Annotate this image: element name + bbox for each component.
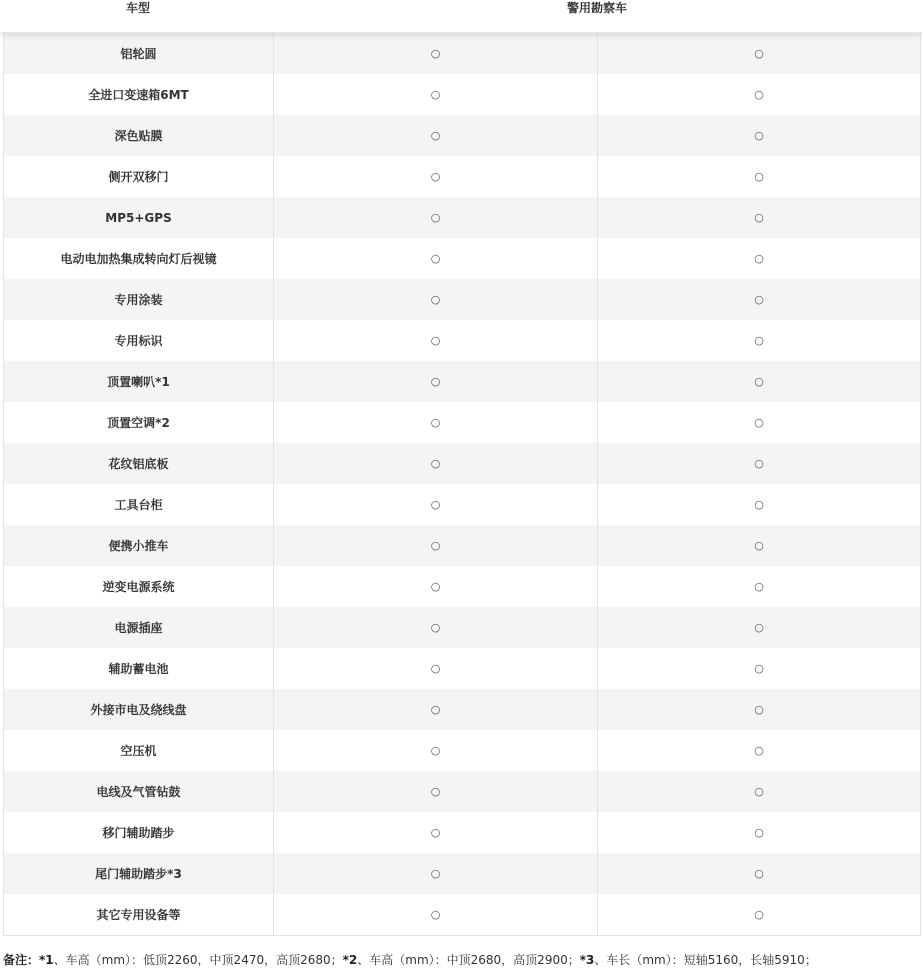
optional-marker: ○: [754, 211, 764, 224]
table-row: [4, 238, 920, 279]
table-row: [4, 648, 920, 689]
optional-marker: ○: [754, 457, 764, 470]
table-row: [4, 361, 920, 402]
spec-table: [3, 33, 921, 936]
header-vehicle-label: 警用勘察车: [566, 1, 627, 15]
optional-marker: ○: [274, 115, 598, 156]
feature-name: 电源插座: [4, 607, 274, 648]
optional-marker: ○: [754, 662, 764, 675]
table-row: [4, 525, 920, 566]
table-row: [4, 402, 920, 443]
optional-marker: ○: [274, 689, 598, 730]
feature-name: 其它专用设备等: [4, 894, 274, 935]
footnote-mark-3: *3: [579, 953, 595, 967]
optional-marker: ○: [274, 443, 598, 484]
feature-name: 外接市电及绕线盘: [4, 689, 274, 730]
table-row: [4, 894, 920, 935]
optional-marker: ○: [754, 703, 764, 716]
feature-name: 铝轮圆: [4, 33, 274, 74]
optional-marker: ○: [754, 539, 764, 552]
optional-marker: ○: [274, 853, 598, 894]
table-row: [4, 320, 920, 361]
table-row: [4, 74, 920, 115]
optional-marker: ○: [274, 279, 598, 320]
table-row: [4, 156, 920, 197]
footnote-label: 备注：: [3, 953, 40, 967]
feature-name: 辅助蓄电池: [4, 648, 274, 689]
optional-marker: ○: [274, 33, 598, 74]
feature-name: 空压机: [4, 730, 274, 771]
optional-marker: ○: [274, 730, 598, 771]
feature-name: MP5+GPS: [4, 197, 274, 238]
optional-marker: ○: [274, 361, 598, 402]
optional-marker: ○: [274, 74, 598, 115]
table-row: [4, 771, 920, 812]
footnote: [3, 952, 921, 968]
optional-marker: ○: [754, 580, 764, 593]
optional-marker: ○: [274, 607, 598, 648]
feature-name: 尾门辅助踏步*3: [4, 853, 274, 894]
optional-marker: ○: [274, 771, 598, 812]
footnote-text-2: 、车高（mm）：中顶2680，高顶2900；: [357, 953, 580, 967]
table-row: [4, 443, 920, 484]
feature-name: 全进口变速箱6MT: [4, 74, 274, 115]
optional-marker: ○: [754, 334, 764, 347]
footnote-text-3: 、车长（mm）：短轴5160，长轴5910；: [594, 953, 817, 967]
optional-marker: ○: [754, 908, 764, 921]
footnote-mark-1: *1: [39, 953, 54, 967]
feature-name: 专用标识: [4, 320, 274, 361]
table-row: [4, 730, 920, 771]
header-model-label: 车型: [125, 1, 150, 15]
table-row: [4, 279, 920, 320]
feature-name: 电线及气管钻鼓: [4, 771, 274, 812]
table-row: [4, 33, 920, 74]
table-row: [4, 812, 920, 853]
optional-marker: ○: [754, 375, 764, 388]
feature-name: 顶置喇叭*1: [4, 361, 274, 402]
table-row: [4, 853, 920, 894]
optional-marker: ○: [754, 744, 764, 757]
feature-name: 工具台柜: [4, 484, 274, 525]
optional-marker: ○: [274, 812, 598, 853]
optional-marker: ○: [754, 129, 764, 142]
optional-marker: ○: [274, 197, 598, 238]
optional-marker: ○: [274, 402, 598, 443]
feature-name: 深色贴膜: [4, 115, 274, 156]
table-row: [4, 197, 920, 238]
table-row: [4, 115, 920, 156]
optional-marker: ○: [754, 867, 764, 880]
optional-marker: ○: [754, 88, 764, 101]
optional-marker: ○: [274, 238, 598, 279]
optional-marker: ○: [754, 621, 764, 634]
table-header: [0, 0, 923, 32]
table-row: [4, 689, 920, 730]
optional-marker: ○: [274, 894, 598, 935]
feature-name: 移门辅助踏步: [4, 812, 274, 853]
table-row: [4, 607, 920, 648]
optional-marker: ○: [754, 826, 764, 839]
optional-marker: ○: [754, 252, 764, 265]
optional-marker: ○: [274, 525, 598, 566]
optional-marker: ○: [754, 785, 764, 798]
optional-marker: ○: [274, 484, 598, 525]
table-row: [4, 566, 920, 607]
feature-name: 专用涂装: [4, 279, 274, 320]
optional-marker: ○: [754, 47, 764, 60]
optional-marker: ○: [754, 416, 764, 429]
feature-name: 逆变电源系统: [4, 566, 274, 607]
footnote-mark-2: *2: [342, 953, 358, 967]
optional-marker: ○: [274, 566, 598, 607]
optional-marker: ○: [274, 648, 598, 689]
feature-name: 花纹铝底板: [4, 443, 274, 484]
feature-name: 电动电加热集成转向灯后视镜: [4, 238, 274, 279]
optional-marker: ○: [274, 320, 598, 361]
feature-name: 侧开双移门: [4, 156, 274, 197]
footnote-text-1: 、车高（mm）：低顶2260，中顶2470，高顶2680；: [53, 953, 343, 967]
feature-name: 便携小推车: [4, 525, 274, 566]
optional-marker: ○: [754, 498, 764, 511]
feature-name: 顶置空调*2: [4, 402, 274, 443]
table-row: [4, 484, 920, 525]
optional-marker: ○: [754, 170, 764, 183]
optional-marker: ○: [274, 156, 598, 197]
optional-marker: ○: [754, 293, 764, 306]
